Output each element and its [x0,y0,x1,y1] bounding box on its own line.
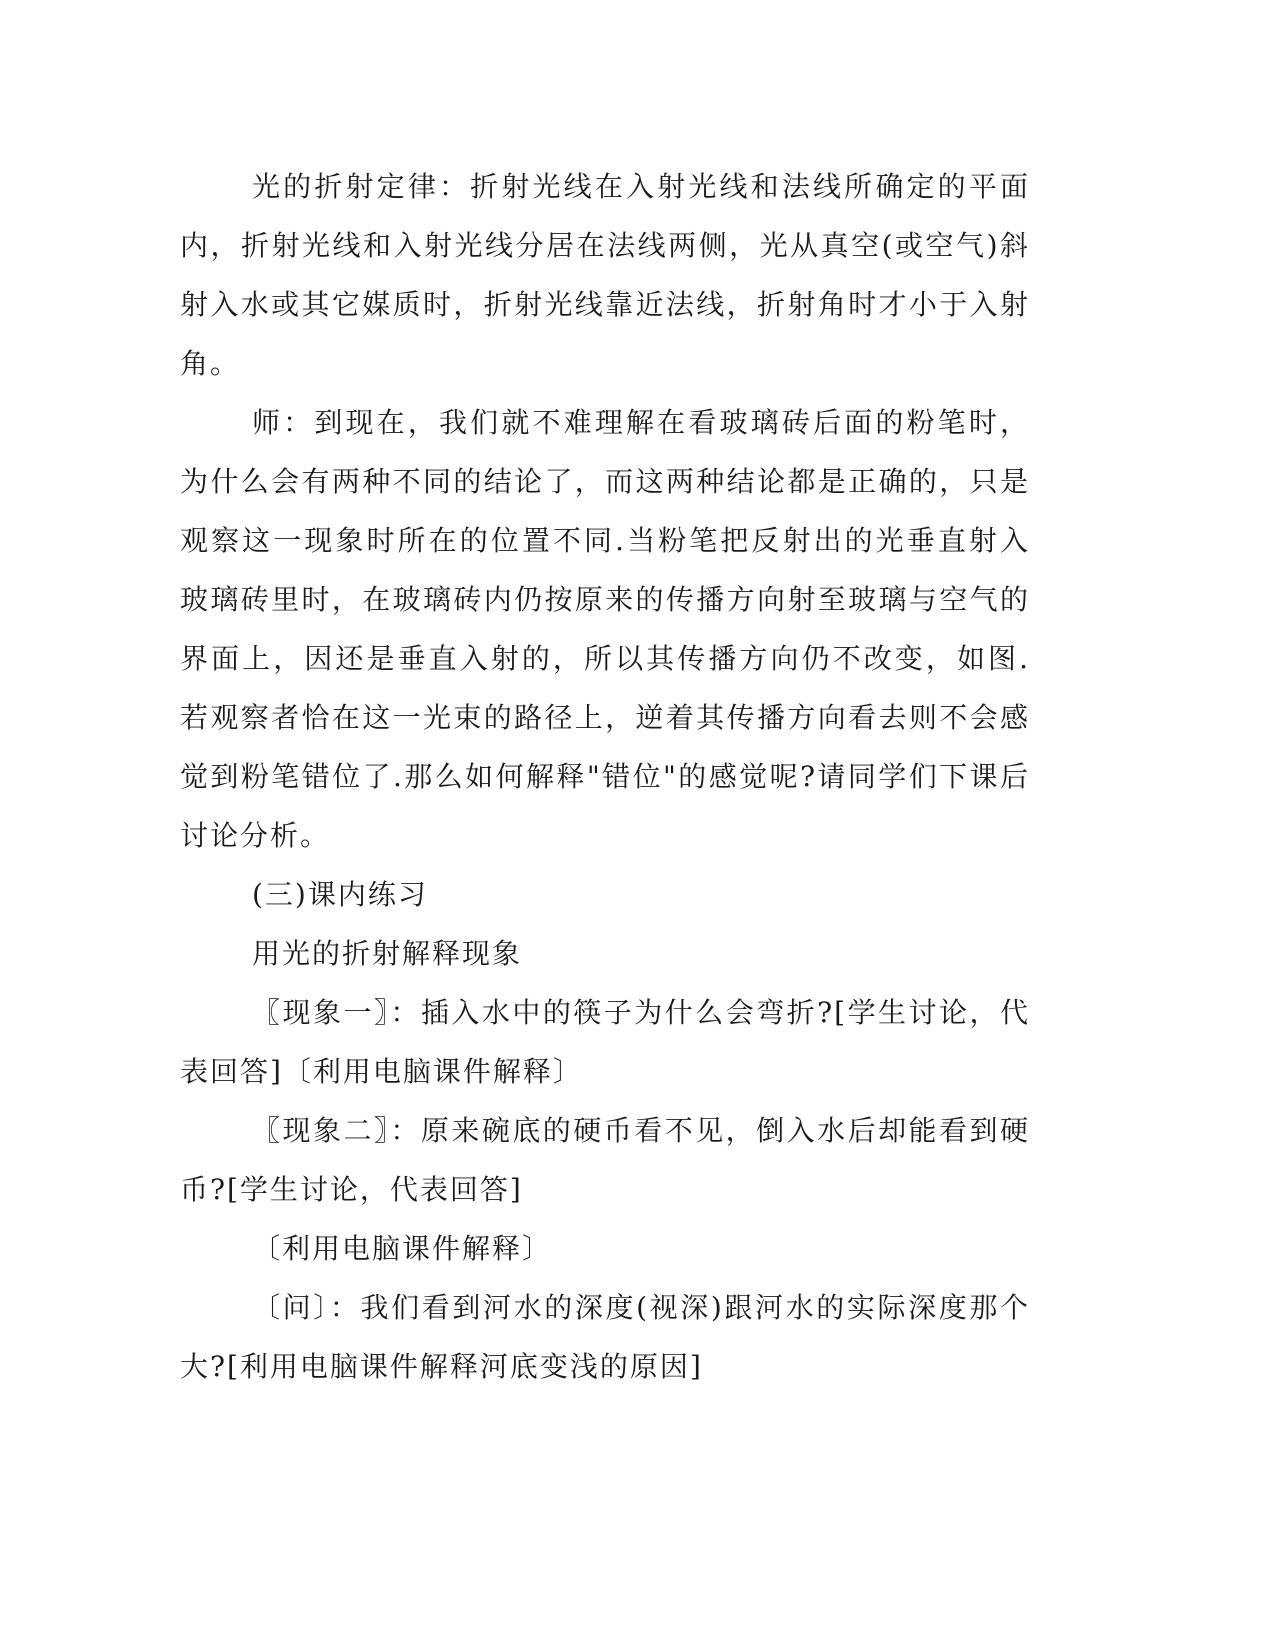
paragraph-question: 〔问〕：我们看到河水的深度(视深)跟河水的实际深度那个大?[利用电脑课件解释河底变浅的原因] [180,1291,1030,1383]
paragraph-teacher-explanation: 师：到现在，我们就不难理解在看玻璃砖后面的粉笔时，为什么会有两种不同的结论了，而这两种结论都是正确的，只是观察这一现象时所在的位置不同.当粉笔把反射出的光垂直射入玻璃砖里时，在玻璃砖内仍按原来的传播方向射至玻璃与空气的界面上，因还是垂直入射的，所以其传播方向仍不改变，如图.若观察者恰在这一光束的路径上，逆着其传播方向看去则不会感觉到粉笔错位了.那么如何解释"错位"的感觉呢?请同学们下课后讨论分析。 [180,406,1030,852]
paragraph-courseware-note: 〔利用电脑课件解释〕 [252,1232,553,1265]
paragraph-phenomenon-two: 〖现象二〗：原来碗底的硬币看不见，倒入水后却能看到硬币?[学生讨论，代表回答] [180,1114,1030,1206]
document-body [180,157,1030,1396]
paragraph-refraction-law: 光的折射定律：折射光线在入射光线和法线所确定的平面内，折射光线和入射光线分居在法线两侧，光从真空(或空气)斜射入水或其它媒质时，折射光线靠近法线，折射角时才小于入射角。 [180,170,1030,380]
section-heading-classroom-exercise: (三)课内练习 [252,878,428,911]
paragraph-phenomenon-one: 〖现象一〗：插入水中的筷子为什么会弯折?[学生讨论，代表回答]〔利用电脑课件解释〕 [180,996,1030,1088]
paragraph-subheading: 用光的折射解释现象 [252,937,523,970]
